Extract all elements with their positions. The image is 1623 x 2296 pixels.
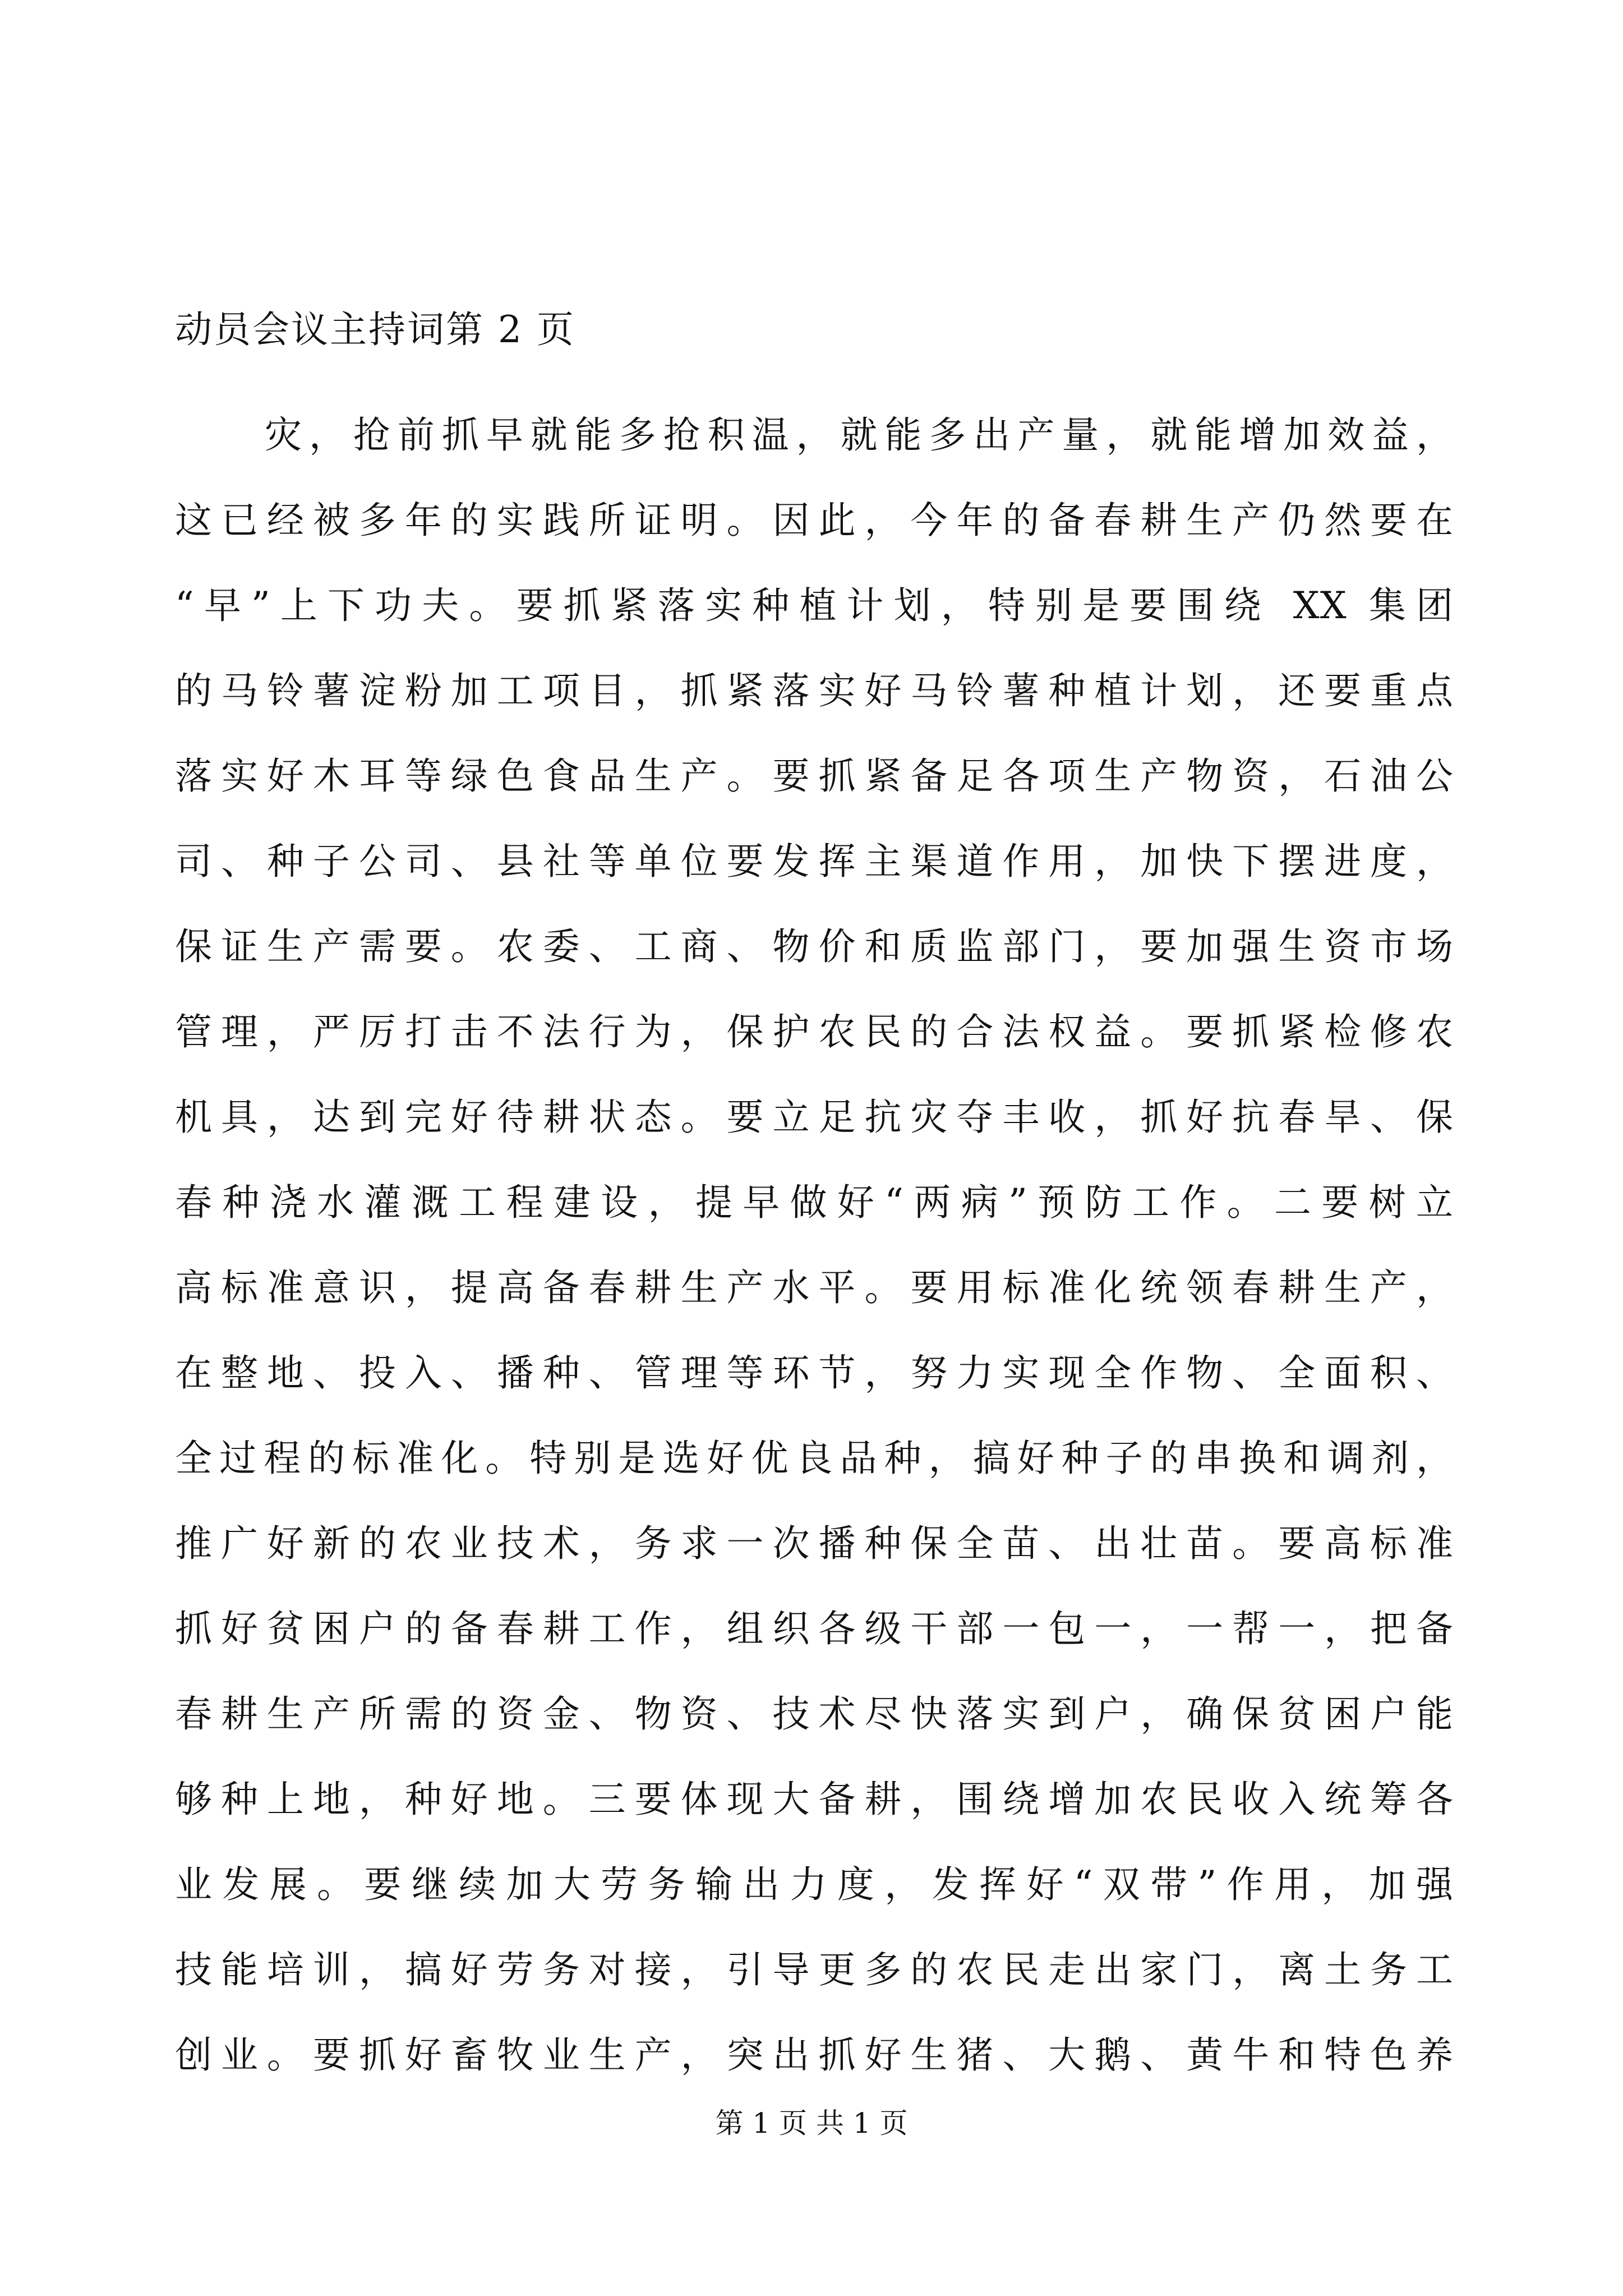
body-line: 业发展。要继续加大劳务输出力度，发挥好“双带”作用，加强	[175, 1863, 1454, 1906]
body-line: 司、种子公司、县社等单位要发挥主渠道作用，加快下摆进度，	[175, 840, 1454, 883]
body-line: 全过程的标准化。特别是选好优良品种，搞好种子的串换和调剂，	[175, 1437, 1454, 1480]
body-line: 管理，严厉打击不法行为，保护农民的合法权益。要抓紧检修农	[175, 1010, 1454, 1053]
body-line: 够种上地，种好地。三要体现大备耕，围绕增加农民收入统筹各	[175, 1778, 1454, 1821]
body-line: 高标准意识，提高备春耕生产水平。要用标准化统领春耕生产，	[175, 1266, 1454, 1309]
document-title: 动员会议主持词第 2 页	[175, 308, 575, 351]
page-footer: 第 1 页 共 1 页	[715, 2107, 908, 2139]
body-line: 抓好贫困户的备春耕工作，组织各级干部一包一，一帮一，把备	[175, 1607, 1454, 1650]
body-line: 落实好木耳等绿色食品生产。要抓紧备足各项生产物资，石油公	[175, 754, 1454, 798]
body-line: 在整地、投入、播种、管理等环节，努力实现全作物、全面积、	[175, 1351, 1454, 1395]
body-line: 这已经被多年的实践所证明。因此，今年的备春耕生产仍然要在	[175, 499, 1454, 542]
body-line: 的马铃薯淀粉加工项目，抓紧落实好马铃薯种植计划，还要重点	[175, 669, 1454, 712]
body-line: 技能培训，搞好劳务对接，引导更多的农民走出家门，离土务工	[175, 1948, 1454, 1991]
body-line: 灾，抢前抓早就能多抢积温，就能多出产量，就能增加效益，	[265, 413, 1454, 457]
body-line: 推广好新的农业技术，务求一次播种保全苗、出壮苗。要高标准	[175, 1522, 1454, 1565]
body-line: 春种浇水灌溉工程建设，提早做好“两病”预防工作。二要树立	[175, 1181, 1454, 1224]
body-line: 春耕生产所需的资金、物资、技术尽快落实到户，确保贫困户能	[175, 1692, 1454, 1736]
body-line: 保证生产需要。农委、工商、物价和质监部门，要加强生资市场	[175, 925, 1454, 968]
body-line: “早”上下功夫。要抓紧落实种植计划，特别是要围绕 XX 集团	[175, 584, 1454, 627]
body-line: 机具，达到完好待耕状态。要立足抗灾夺丰收，抓好抗春旱、保	[175, 1096, 1454, 1139]
body-line: 创业。要抓好畜牧业生产，突出抓好生猪、大鹅、黄牛和特色养	[175, 2033, 1454, 2077]
body-text	[175, 393, 1454, 2098]
